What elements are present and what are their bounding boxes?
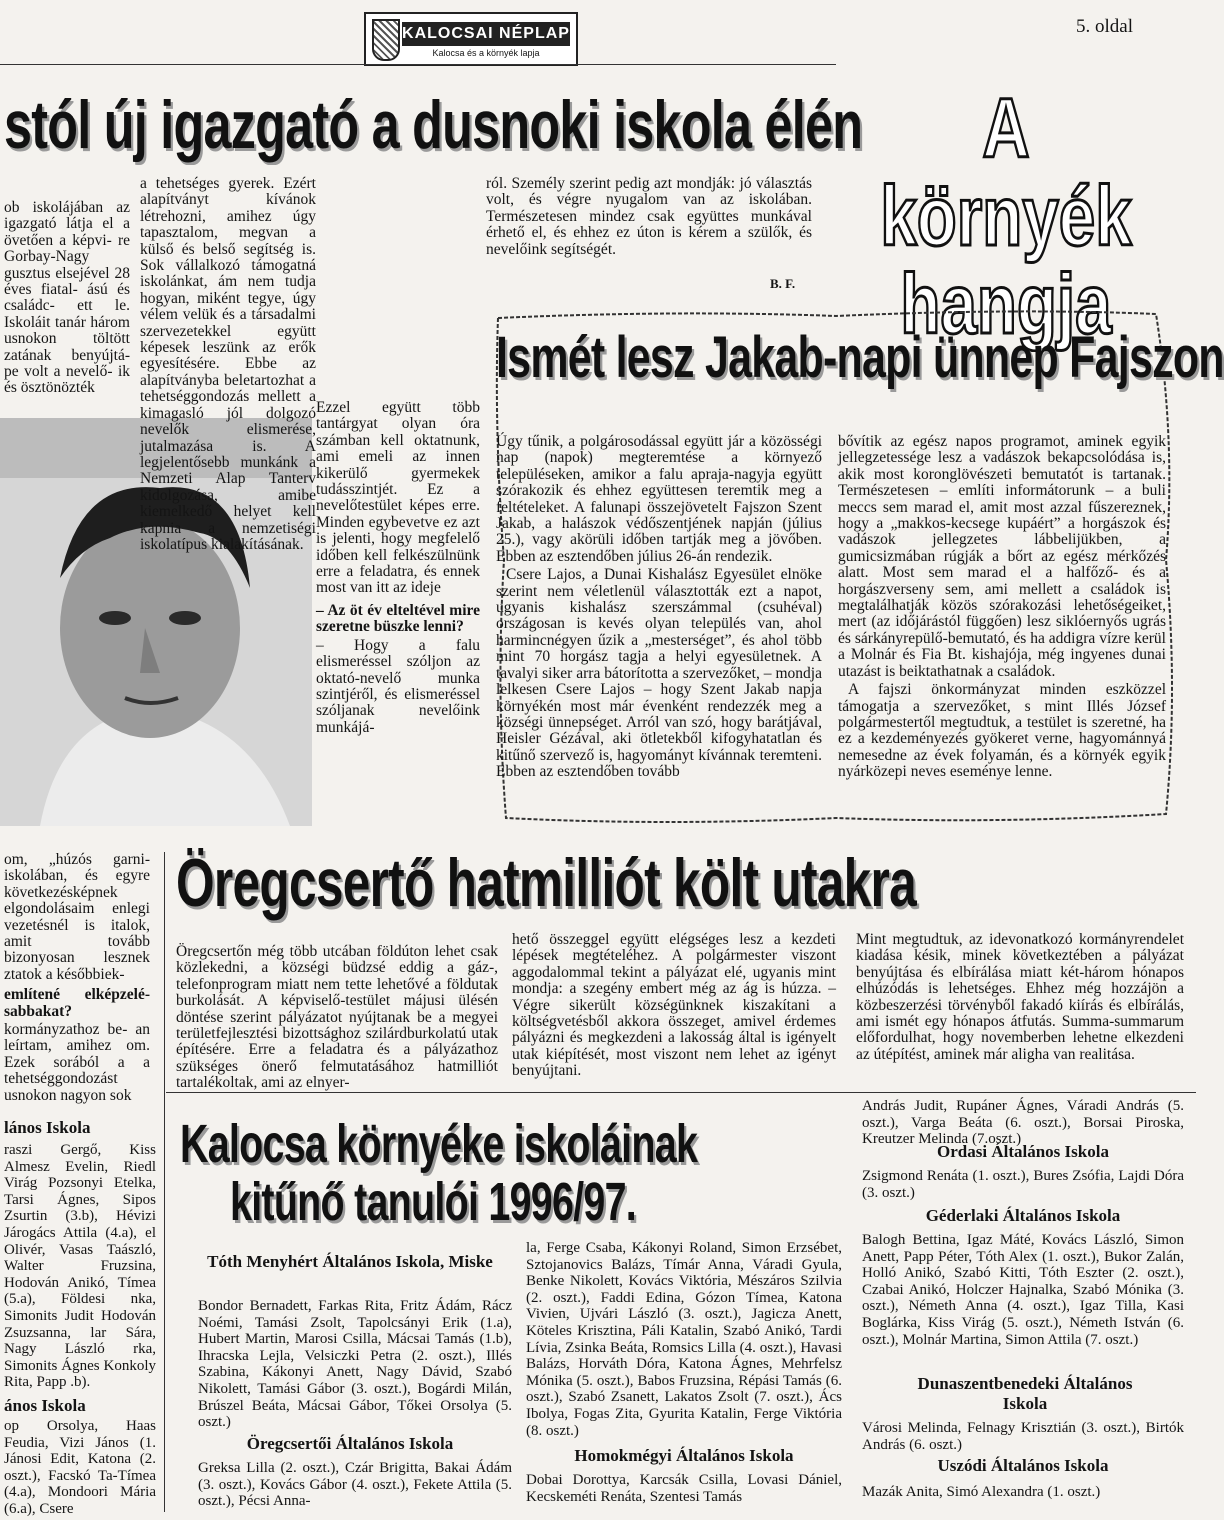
names-uszod-text: Mazák Anita, Simó Alexandra (1. oszt.) [862,1484,1101,1500]
masthead-logo [364,12,578,66]
names-uszod [862,1484,1184,1514]
left-names2 [4,1418,156,1517]
left-names1 [4,1142,156,1394]
names-col2-text: la, Ferge Csaba, Kákonyi Roland, Simon Erzsébet, Sztojanovics Balázs, Tímár Anna, Váradi Gyula, Benke Nikolett, Kovács Viktória, Mészáros Szilvia (2. oszt.), Faddi Edina, Gózon Tímea, Katona Vivien, Ujvári László (3. oszt.), Jagicza Anett, Köteles Krisztina, Páli Katalin, Szabó Anikó, Tardi Lívia, Zsinka Beáta, Romsics Lilla (4. oszt.), Havasi Balázs, Horváth Dóra, Katona Ágnes, Mehrfelsz Mónika (5. oszt.), Babos Fruzsina, Répási Tamás (6. oszt.), Szabó Zsanett, Lakatos Zsolt (7. oszt.), Ács Ibolya, Fogas Zita, Gyurita Katalin, Ferge Viktória (8. oszt.) [526,1240,842,1439]
names-col3-top [862,1098,1184,1148]
oregcserto-col3-text: Mint megtudtuk, az idevonatkozó kormányrendelet kiadása késik, minek következtében a pályázat benyújtása és elbírálása miatt két-három hónapos elhúzódás is lehetséges. Ehhez még hozzájön a közbeszerzési törvényből fakadó kiírás és elbírálás, ami ismét egy hónapos átfutás. Summa-summarum előfordulhat, hogy novemberben lehetne elkezdeni az útépítést, aminek már aligha van realitása. [856,931,1184,1063]
oregcserto-col1-text: Öregcsertőn még több utcában földúton lehet csak közlekedni, a községi büdzsé eddig a gáz-, telefonprogram miatt nem tette lehetővé a földutak burkolását. A képviselő-testület májusi ülésén döntése szerint pályázatot nyújtanak be a megyei területfejlesztési bizottsághoz szilárdburkolatú utak építésére. Erre a feladatra és a pályázathoz szükséges önerő felmutatásához hatmilliót tartalékoltak, ami az elnyer- [176,943,498,1092]
divider-vertical [164,852,165,1512]
names-ordas [862,1168,1184,1202]
names-homokmegy-text: Dobai Dorottya, Karcsák Csilla, Lovasi Dániel, Kecskeméti Renáta, Szentesi Tamás [526,1472,842,1505]
oregcserto-col2 [512,932,836,1084]
left-names1-text: raszi Gergő, Kiss Almesz Evelin, Riedl Virág Pozsonyi Etelka, Tarsi Ágnes, Sipos Zsurtin (3.b), Hévizi Járogács Attila (4.a), el Olivér, Vasas Taászló, Walter Fruzsina, Hodován Anikó, Tímea (5.a), Földesi nka, Simonits Judit Hodován Zsuzsanna, lar Sára, Nagy László rka, Simonits Ágnes Konkoly Rita, Papp .b). [4,1142,156,1391]
names-miske [198,1298,512,1430]
dusnok-col1 [4,200,130,420]
fajsz-col2 [838,434,1166,810]
page-number: 5. oldal [1076,16,1133,37]
fajsz-col1-text: Úgy tűnik, a polgárosodással együtt jár a közösségi nap (napok) megteremtése a környező településeken, amikor a falu apraja-nagyja együtt szórakozik és ehhez együttesen teremtik meg a feltételeket. A falunapi összejövetelt Fajszon Szent Jakab, a halászok védőszentjének napján (július 25.), vagy akörüli időben tartják meg a jövőben. Ebben az esztendőben július 26-án rendezik. [496,433,822,565]
headline-kituno-line1: Kalocsa környéke iskoláinak [180,1114,698,1174]
dusnok-col1-bottom [4,852,150,1142]
oregcserto-col2-text: hető összeggel együtt elégséges lesz a kezdeti lépések megtételéhez. A polgármester viszont aggodalommal tekint a pályázat elé, ugyanis mint mondja: a szegény embert még az ág is húzza. – Végre sikerült községünknek kiszakítani a költségvetésből akkora összeget, amivel érdemes pályázni és megkezdeni a lakosság által is igényelt utak kiépítését, most viszont nem lehet az igényt benyújtani. [512,931,836,1080]
names-col3-top-text: András Judit, Rupáner Ágnes, Váradi András (5. oszt.), Varga Beáta (6. oszt.), Borsai Piroska, Kreutzer Melinda (7.oszt.) [862,1098,1184,1148]
left-names2-text: op Orsolya, Haas Feudia, Vizi János (1. Jánosi Edit, Katona (2. oszt.), Facskó Ta-Tímea (4.a), Mondoori Mária (6.a), Csere [4,1418,156,1517]
school-homokmegy: Homokmégyi Általános Iskola [574,1446,794,1465]
names-dunaszentbenedek [862,1420,1184,1454]
school-uszod: Uszódi Általános Iskola [937,1456,1109,1475]
dusnok-col3 [486,176,812,284]
masthead-title: KALOCSAI NÉPLAP [402,22,570,46]
top-rule [0,64,836,65]
dusnok-col1-bottom2-text: kormányzathoz be- an leírtam, amihez om. Ezek sorából a a tehetséggondozást usnokon nagyon sok [4,1021,150,1104]
names-oregcserto [198,1460,512,1516]
school-oregcserto: Öregcsertői Általános Iskola [246,1434,454,1453]
masthead-subtitle: Kalocsa és a környék lapja [432,48,540,58]
dusnok-answer: – Hogy a falu elismeréssel szóljon az oktató-nevelő munka szintjéről, és elismeréssel szóljanak nevelőink munkájá- [316,636,480,736]
dusnok-col2 [140,175,316,553]
dusnok-question: – Az öt év elteltével mire szeretne büszke lenni? [316,601,480,636]
fajsz-col2-text: bővítik az egész napos programot, aminek egyik jellegzetessége lesz a vadászok bekapcsolódása is, akik most koronglövészeti bemutatót is tartanak. Természetesen – említi informátorunk – a buli meccs sem marad el, amit most azzal fűszereznek, hogy a „makkos-kecsege kupáért” a horgászok és vadászok jellegzetes lábbelijükben, a gumicsizmában rúgják a bőrt az egész mérkőzés alatt. Most sem marad el a halfőző- és a horgászverseny sem, ami mellett a családok is megtalálhatják közös szórakozási lehetőségeiket, mert (az időjárástól függően) lesz siklóernyős ugrás és sárkányrepülő-bemutató, és ha addigra vízre kerül a Molnár és Fia Bt. kishajója, még ingyenes dunai utazást is beiktathatnak a családok. [838,433,1166,680]
headline-oregcserto: Öregcsertő hatmilliót költ utakra [176,845,917,921]
section-title: A környék hangja [880,81,1132,351]
names-col2 [526,1240,842,1444]
fajsz-col1b-text: Csere Lajos, a Dunai Kishalász Egyesület elnöke szerint nem véletlenül választották ezt a napot, ugyanis kishalász szerszámmal (csuhéval) országosan is kevés olyan település van, ahol harmincnégyen űzik a „mesterséget”, és ahol több mint 70 horgász tagja a helyi egyesületnek. A tavalyi siker arra bátorította a szervezőket, – mondja lelkesen Csere Lajos – hogy Szent Jakab napja környékén most már évenként rendezzék meg a községi ünnepséget. Arról van szó, hogy barátjával, Heisler Gézával, aki ötletekből kifogyhatatlan és kitűnő szervező is, hagyományt kívánnak teremteni. Ebben az esztendőben tovább [496,566,822,781]
names-dunaszentbenedek-text: Városi Melinda, Felnagy Krisztián (3. oszt.), Birtók András (6. oszt.) [862,1420,1184,1453]
headline-dusnok: stól új igazgató a dusnoki iskola élén [4,87,863,163]
left-school2: ános Iskola [4,1396,86,1415]
names-gederlak [862,1232,1184,1372]
coat-of-arms-icon [372,19,400,61]
names-homokmegy [526,1472,842,1516]
dusnok-col3-text: ról. Személy szerint pedig azt mondják: jó választás volt, és végre nyugalom van az iskolában. Természetesen mindez csak együttes munkával érhető el, és ehhez ez úton is kérem a szülők, és nevelőink segítségét. [486,175,812,258]
headline-fajsz: Ismét lesz Jakab-napi ünnep Fajszon [496,325,1224,390]
names-oregcserto-text: Greksa Lilla (2. oszt.), Czár Brigitta, Bakai Ádám (3. oszt.), Kovács Gábor (4. oszt.), Fekete Attila (5. oszt.), Pécsi Anna- [198,1460,512,1510]
dusnok-col2a-text: a tehetséges gyerek. Ezért alapítványt kívánok létrehozni, amihez úgy tapasztalom, megvan a külső és belső segítség is. Sok vállalkozó támogatná iskolánkat, ám nem tudja hogyan, miként tegye, úgy vélem velük és a társadalmi szervezetekkel együtt képesek leszünk az erők egyesítésére. Ebbe az alapítványba beletartozhat a tehetséggondozás mellett a kimagasló jól dolgozó nevelők elismerése, jutalmazása is. A legjelentősebb munkánk a Nemzeti Alap Tanterv kidolgozása, amibe kiemelkedő helyet kell kapnia a nemzetiségi iskolatípus kialakításának. [140,175,316,553]
names-gederlak-text: Balogh Bettina, Igaz Máté, Kovács László, Simon Anett, Papp Péter, Tóth Alex (1. oszt.), Bukor Zalán, Holló Anikó, Szabó Kitti, Tóth Eszter (2. oszt.), Czabai Anikó, Holczer Hajnalka, Szabó Mónika (3. oszt.), Németh Anna (4. oszt.), Igaz Tilla, Kasi Boglárka, Kiss Virág (5. oszt.), Németh István (6. oszt.), Molnár Martina, Simon Attila (7. oszt.) [862,1232,1184,1348]
fajsz-col2b-text: A fajszi önkormányzat minden eszközzel támogatja a szervezőket, s mint Illés József polgármestertől megtudtuk, a testület is szeretné, ha ez a kezdeményezés gyökeret verne, hagyománnyá nemesedne az évek folyamán, és a környék egyik nyárközepi neves eseménye lenne. [838,681,1166,781]
dusnok-col2b-text: Ezzel együtt több tantárgyat olyan óra számban kell oktatnunk, ami emeli az innen kikerülő gyermekek tudásszintjét. Ez a nevelőtestület képes erre. Minden egybevetve ez azt is jelenti, hogy megfelelő időben kell felkészülnünk erre a feladatra, és ennek most van itt az ideje [316,399,480,597]
dusnok-col1-question: említené elképzelé- sabbakat? [4,986,150,1020]
names-miske-text: Bondor Bernadett, Farkas Rita, Fritz Ádám, Rácz Noémi, Tamási Zsolt, Tapolcsányi Erik (1.a), Hubert Martin, Marosi Csilla, Mácsai Tamás (1.b), Ihracska Lejla, Velsiczki Petra (2. oszt.), Illés Szabina, Kákonyi Anett, Nagy Dávid, Szabó Nikolett, Tamási Gábor (3. oszt.), Bogárdi Milán, Brúszel Beáta, Mácsai Gábor, Tőkei Orsolya (5. oszt.) [198,1298,512,1431]
dusnok-col1-bottom-text: om, „húzós garni- iskolában, és egyre következésképnek elgondolásaim enlegi vezetésnél is italok, amit tovább bizonyosan lesznek ztatok a későbbiek- [4,851,150,983]
fajsz-col1 [496,434,822,810]
dusnok-col2-lower [316,400,480,828]
dusnok-byline: B. F. [770,276,796,291]
dusnok-col1-text: ob iskolájában az igazgató látja el a övetően a képvi- re Gorbay-Nagy gusztus elsejével 28 éves fiatal- ású és családc- ett le. Iskoláit tanár három usnokon töltött zatának benyújtá- pe volt a nevelő- ik és ösztönözték [4,199,130,397]
school-miske: Tóth Menyhért Általános Iskola, Miske [207,1252,493,1271]
left-school1: lános Iskola [4,1118,91,1137]
divider-kituno [166,1092,1196,1093]
oregcserto-col1 [176,944,498,1090]
headline-kituno-line2: kitűnő tanulói 1996/97. [230,1172,636,1232]
oregcserto-col3 [856,932,1184,1084]
names-ordas-text: Zsigmond Renáta (1. oszt.), Bures Zsófia, Lajdi Dóra (3. oszt.) [862,1168,1184,1201]
school-ordas: Ordasi Általános Iskola [937,1142,1109,1161]
school-dunaszentbenedek: Dunaszentbenedeki Általános Iskola [917,1374,1133,1413]
school-gederlak: Géderlaki Általános Iskola [925,1206,1121,1225]
